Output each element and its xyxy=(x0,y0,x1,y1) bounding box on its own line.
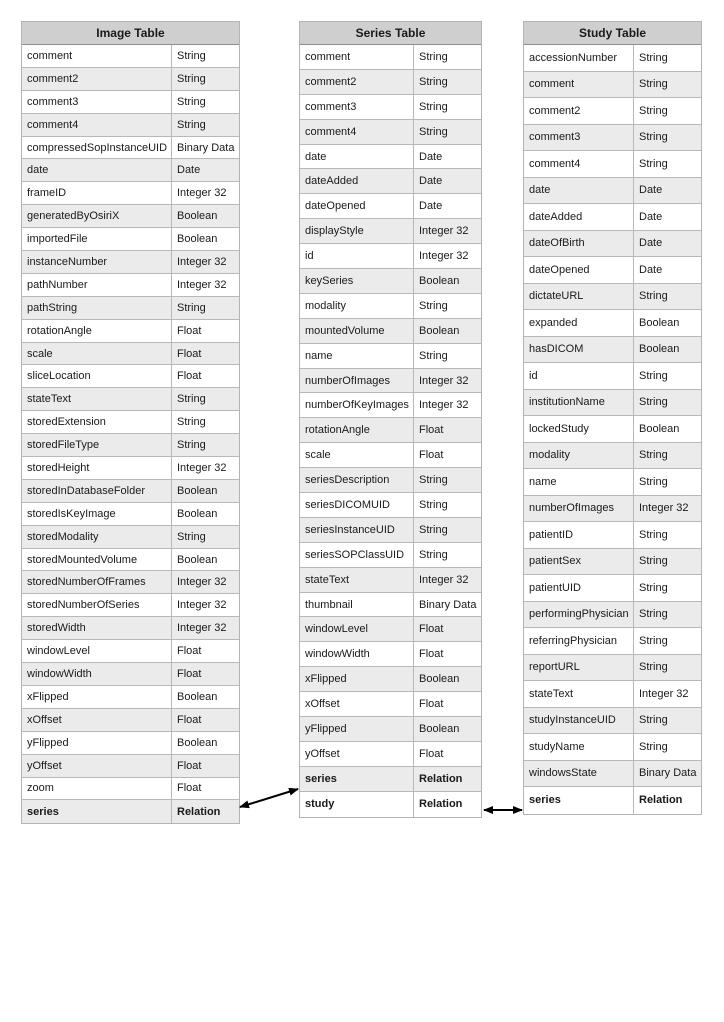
series-table-attribute-type: Integer 32 xyxy=(419,573,469,586)
series-table-attribute-type: Float xyxy=(419,648,444,661)
series-table-attribute-name: seriesDICOMUID xyxy=(300,493,414,517)
series-table-attribute-name: comment xyxy=(300,45,414,69)
study-table-attribute-type: Relation xyxy=(639,794,683,807)
image-table-attribute-name: storedHeight xyxy=(22,457,172,479)
study-table-attribute-type: String xyxy=(639,104,668,117)
study-table-attribute-type: Boolean xyxy=(639,343,680,356)
study-table-attribute-type: String xyxy=(639,131,668,144)
study-table-attribute-name: windowsState xyxy=(524,761,634,787)
image-table-attribute-name: xOffset xyxy=(22,709,172,731)
series-table-attribute-name: dateOpened xyxy=(300,194,414,218)
study-table-attribute-type: String xyxy=(639,396,668,409)
study-table-attribute-name: patientUID xyxy=(524,575,634,601)
image-table-attribute-type: Integer 32 xyxy=(177,187,227,200)
image-table-attribute-name: storedMountedVolume xyxy=(22,549,172,571)
image-table-attribute-type: Integer 32 xyxy=(177,622,227,635)
study-table-attribute-type: Boolean xyxy=(639,316,680,329)
study-table-attribute-name: comment2 xyxy=(524,98,634,124)
study-table-attribute-name: expanded xyxy=(524,310,634,336)
image-table-attribute-type: Float xyxy=(177,645,202,658)
image-table-attribute-name: generatedByOsiriX xyxy=(22,205,172,227)
series-table-attribute-type: String xyxy=(419,523,448,536)
study-table-title: Study Table xyxy=(524,22,701,45)
image-table-attribute-type: Integer 32 xyxy=(177,599,227,612)
study-table-attribute-name: comment4 xyxy=(524,151,634,177)
series-table-attribute-name: seriesInstanceUID xyxy=(300,518,414,542)
study-table-attribute-type: String xyxy=(639,714,668,727)
study-table-attribute-type: Date xyxy=(639,210,663,223)
image-table-attribute-name: importedFile xyxy=(22,228,172,250)
series-table-attribute-name: seriesDescription xyxy=(300,468,414,492)
image-table-attribute-type: String xyxy=(177,72,206,85)
image-table-attribute-type: Float xyxy=(177,759,202,772)
series-table-attribute-name: study xyxy=(300,792,414,817)
study-table-attribute-name: stateText xyxy=(524,681,634,707)
image-table-attribute-name: comment xyxy=(22,45,172,67)
series-table-attribute-name: yOffset xyxy=(300,742,414,766)
series-table-attribute-type: Integer 32 xyxy=(419,374,469,387)
series-table-attribute-type: Integer 32 xyxy=(419,250,469,263)
study-table-attribute-type: Integer 32 xyxy=(639,687,689,700)
image-table-attribute-type: String xyxy=(177,393,206,406)
image-table-attribute-name: storedWidth xyxy=(22,617,172,639)
image-table-attribute-name: sliceLocation xyxy=(22,365,172,387)
study-table-attribute-type: String xyxy=(639,157,668,170)
image-table-attribute-name: storedFileType xyxy=(22,434,172,456)
image-table-attribute-type: Boolean xyxy=(177,736,218,749)
study-table-attribute-name: id xyxy=(524,363,634,389)
image-table-attribute-name: yOffset xyxy=(22,755,172,777)
series-table-attribute-name: windowLevel xyxy=(300,617,414,641)
image-table-attribute-type: Float xyxy=(177,782,202,795)
image-table-attribute-type: Integer 32 xyxy=(177,255,227,268)
series-table-attribute-type: Float xyxy=(419,747,444,760)
image-table-attribute-name: instanceNumber xyxy=(22,251,172,273)
series-table-attribute-type: Date xyxy=(419,200,443,213)
image-table-attribute-name: storedIsKeyImage xyxy=(22,503,172,525)
study-table-attribute-name: dateAdded xyxy=(524,204,634,230)
series-table-attribute-type: String xyxy=(419,125,448,138)
series-table-attribute-name: numberOfKeyImages xyxy=(300,393,414,417)
series-table-attribute-name: rotationAngle xyxy=(300,418,414,442)
study-table-attribute-type: String xyxy=(639,449,668,462)
study-table-attribute-name: numberOfImages xyxy=(524,496,634,522)
image-table-attribute-type: Boolean xyxy=(177,484,218,497)
series-table-attribute-name: numberOfImages xyxy=(300,369,414,393)
image-table-attribute-name: stateText xyxy=(22,388,172,410)
image-table-title: Image Table xyxy=(22,22,239,45)
series-table-attribute-type: Date xyxy=(419,150,443,163)
image-table-attribute-name: rotationAngle xyxy=(22,320,172,342)
series-table-attribute-type: String xyxy=(419,75,448,88)
study-table-attribute-name: patientID xyxy=(524,522,634,548)
study-table-attribute-type: String xyxy=(639,78,668,91)
image-table-attribute-type: String xyxy=(177,530,206,543)
image-table-attribute-name: storedNumberOfSeries xyxy=(22,594,172,616)
series-table-attribute-type: Binary Data xyxy=(419,598,477,611)
study-table-attribute-type: String xyxy=(639,528,668,541)
image-table-attribute-type: Boolean xyxy=(177,507,218,520)
study-table-attribute-name: modality xyxy=(524,443,634,469)
series-table-attribute-type: Integer 32 xyxy=(419,225,469,238)
study-table-attribute-type: String xyxy=(639,290,668,303)
image-table-attribute-type: String xyxy=(177,301,206,314)
study-table-attribute-name: hasDICOM xyxy=(524,337,634,363)
series-table-attribute-name: id xyxy=(300,244,414,268)
series-table-attribute-name: stateText xyxy=(300,568,414,592)
series-table-attribute-type: Boolean xyxy=(419,274,460,287)
study-table-attribute-name: lockedStudy xyxy=(524,416,634,442)
image-table-attribute-type: Float xyxy=(177,324,202,337)
image-table-attribute-type: Boolean xyxy=(177,210,218,223)
image-table-attribute-name: pathNumber xyxy=(22,274,172,296)
series-table-attribute-name: thumbnail xyxy=(300,593,414,617)
series-table-attribute-name: comment3 xyxy=(300,95,414,119)
study-table-attribute-type: Binary Data xyxy=(639,767,697,780)
series-table-attribute-type: Float xyxy=(419,424,444,437)
series-table-attribute-name: keySeries xyxy=(300,269,414,293)
image-table-attribute-type: Binary Data xyxy=(177,141,235,154)
study-table-attribute-type: String xyxy=(639,51,668,64)
study-table-attribute-name: comment xyxy=(524,72,634,98)
series-table-attribute-type: Float xyxy=(419,698,444,711)
study-table-attribute-type: String xyxy=(639,369,668,382)
image-table-attribute-name: scale xyxy=(22,343,172,365)
image-table-attribute-name: storedModality xyxy=(22,526,172,548)
series-table-attribute-name: displayStyle xyxy=(300,219,414,243)
image-table-attribute-name: pathString xyxy=(22,297,172,319)
series-table-attribute-name: xFlipped xyxy=(300,667,414,691)
study-table-attribute-type: String xyxy=(639,555,668,568)
study-table-attribute-name: dictateURL xyxy=(524,284,634,310)
series-table-attribute-type: Relation xyxy=(419,772,463,785)
image-table-attribute-type: Float xyxy=(177,347,202,360)
study-table-attribute-type: String xyxy=(639,608,668,621)
series-table-attribute-name: date xyxy=(300,145,414,169)
study-table-attribute-name: studyInstanceUID xyxy=(524,708,634,734)
series-table-attribute-type: String xyxy=(419,349,448,362)
study-table-attribute-name: name xyxy=(524,469,634,495)
study-table-attribute-name: comment3 xyxy=(524,125,634,151)
study-table-attribute-type: String xyxy=(639,740,668,753)
image-table-attribute-name: storedNumberOfFrames xyxy=(22,571,172,593)
image-table-attribute-type: Boolean xyxy=(177,690,218,703)
study-table-attribute-name: accessionNumber xyxy=(524,45,634,71)
series-table-attribute-type: Boolean xyxy=(419,722,460,735)
image-table-attribute-name: zoom xyxy=(22,778,172,800)
image-table-attribute-type: Boolean xyxy=(177,553,218,566)
series-table-attribute-name: dateAdded xyxy=(300,169,414,193)
image-table-attribute-name: comment3 xyxy=(22,91,172,113)
study-table-attribute-type: Integer 32 xyxy=(639,502,689,515)
image-table-attribute-type: Float xyxy=(177,370,202,383)
study-table-attribute-name: institutionName xyxy=(524,390,634,416)
study-table-attribute-name: studyName xyxy=(524,734,634,760)
series-table-attribute-name: name xyxy=(300,344,414,368)
series-table-attribute-name: comment4 xyxy=(300,120,414,144)
image-table-attribute-name: comment4 xyxy=(22,114,172,136)
image-table-attribute-name: date xyxy=(22,159,172,181)
series-table-attribute-name: comment2 xyxy=(300,70,414,94)
study-table-attribute-type: String xyxy=(639,475,668,488)
series-table-attribute-type: String xyxy=(419,50,448,63)
study-table-attribute-name: dateOfBirth xyxy=(524,231,634,257)
study-table-attribute-type: String xyxy=(639,661,668,674)
series-table-attribute-type: String xyxy=(419,474,448,487)
image-table-attribute-type: Boolean xyxy=(177,233,218,246)
series-table-attribute-type: Float xyxy=(419,449,444,462)
series-table-attribute-name: xOffset xyxy=(300,692,414,716)
study-table-attribute-type: String xyxy=(639,581,668,594)
image-table-attribute-type: String xyxy=(177,118,206,131)
study-table-attribute-type: Date xyxy=(639,263,663,276)
study-table-attribute-type: String xyxy=(639,634,668,647)
study-table-attribute-type: Date xyxy=(639,237,663,250)
study-table-attribute-name: dateOpened xyxy=(524,257,634,283)
image-table-attribute-type: Float xyxy=(177,667,202,680)
study-table-attribute-name: patientSex xyxy=(524,549,634,575)
image-table-attribute-type: Integer 32 xyxy=(177,576,227,589)
image-table-attribute-type: String xyxy=(177,439,206,452)
image-table-attribute-type: String xyxy=(177,95,206,108)
series-table-attribute-name: windowWidth xyxy=(300,642,414,666)
image-table-attribute-type: String xyxy=(177,416,206,429)
image-table-attribute-name: comment2 xyxy=(22,68,172,90)
image-table-attribute-name: xFlipped xyxy=(22,686,172,708)
image-table-attribute-name: windowLevel xyxy=(22,640,172,662)
image-table-attribute-type: Integer 32 xyxy=(177,278,227,291)
series-table-attribute-name: scale xyxy=(300,443,414,467)
image-table-attribute-name: storedInDatabaseFolder xyxy=(22,480,172,502)
study-table-attribute-type: Boolean xyxy=(639,422,680,435)
image-table-attribute-name: windowWidth xyxy=(22,663,172,685)
series-table-attribute-type: Float xyxy=(419,623,444,636)
series-table-attribute-type: String xyxy=(419,498,448,511)
series-table-attribute-type: Boolean xyxy=(419,324,460,337)
series-table-attribute-type: Relation xyxy=(419,798,463,811)
image-table-attribute-name: storedExtension xyxy=(22,411,172,433)
study-table-attribute-name: series xyxy=(524,787,634,814)
series-table-attribute-type: Boolean xyxy=(419,673,460,686)
series-table-attribute-type: String xyxy=(419,100,448,113)
series-table-attribute-name: mountedVolume xyxy=(300,319,414,343)
image-table-attribute-type: Relation xyxy=(177,805,221,818)
series-table-title: Series Table xyxy=(300,22,481,45)
image-table-attribute-name: compressedSopInstanceUID xyxy=(22,137,172,159)
image-table-attribute-type: Date xyxy=(177,164,201,177)
series-table-attribute-name: seriesSOPClassUID xyxy=(300,543,414,567)
series-table-attribute-name: modality xyxy=(300,294,414,318)
study-table-attribute-name: reportURL xyxy=(524,655,634,681)
study-table-attribute-type: Date xyxy=(639,184,663,197)
image-table-attribute-name: series xyxy=(22,800,172,823)
image-table-attribute-type: Integer 32 xyxy=(177,461,227,474)
series-table-attribute-type: Date xyxy=(419,175,443,188)
series-table-attribute-type: Integer 32 xyxy=(419,399,469,412)
image-table-attribute-type: String xyxy=(177,49,206,62)
series-table-attribute-type: String xyxy=(419,548,448,561)
image-table-attribute-type: Float xyxy=(177,713,202,726)
image-series-relation-arrow xyxy=(240,789,298,807)
study-table-attribute-name: performingPhysician xyxy=(524,602,634,628)
series-table-attribute-name: series xyxy=(300,767,414,791)
image-table-attribute-name: frameID xyxy=(22,182,172,204)
series-table-attribute-name: yFlipped xyxy=(300,717,414,741)
study-table-attribute-name: referringPhysician xyxy=(524,628,634,654)
study-table-attribute-name: date xyxy=(524,178,634,204)
image-table-attribute-name: yFlipped xyxy=(22,732,172,754)
series-table-attribute-type: String xyxy=(419,299,448,312)
